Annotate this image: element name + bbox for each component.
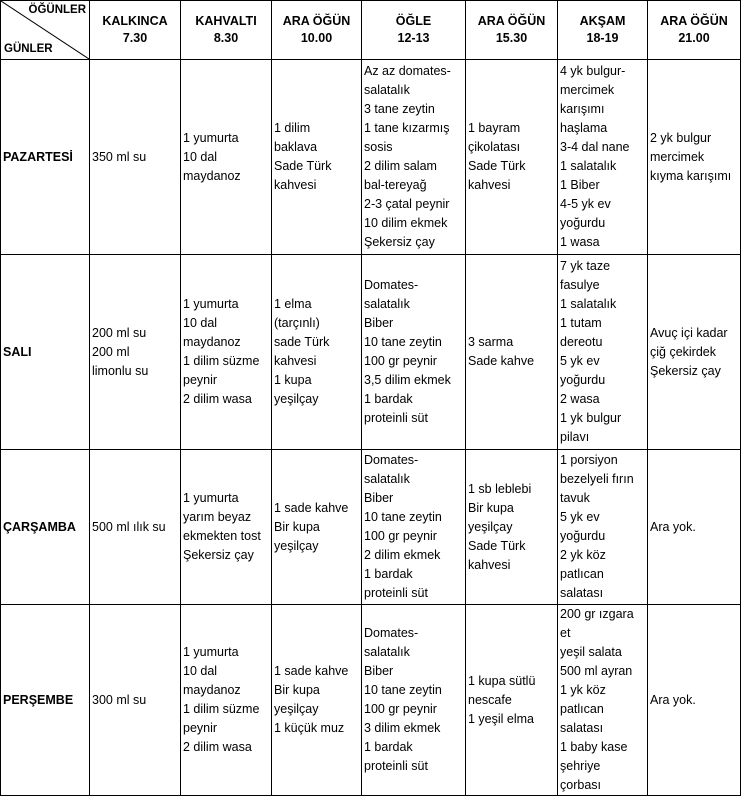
meal-item: Biber xyxy=(364,316,394,330)
meal-item: 1 yeşil elma xyxy=(468,711,534,726)
meal-item: 300 ml su xyxy=(92,692,147,707)
corner-days-label: GÜNLER xyxy=(4,43,53,55)
meal-item: Şekersiz çay xyxy=(650,363,721,378)
column-header-time: 12-13 xyxy=(397,31,430,45)
meal-item: salatalık xyxy=(364,297,410,311)
meal-item: haşlama xyxy=(560,121,608,135)
meal-item: bal-tereyağ xyxy=(364,178,427,192)
meal-item: kahvesi xyxy=(468,557,511,572)
meal-item: salatalık xyxy=(364,472,410,486)
column-header xyxy=(272,1,362,60)
column-header-time: 18-19 xyxy=(586,31,619,45)
meal-item: pilavı xyxy=(560,430,590,444)
meal-item: peynir xyxy=(183,373,218,387)
meal-cell xyxy=(648,255,741,450)
meal-item: patlıcan xyxy=(560,567,604,581)
meal-item: 1 kupa xyxy=(274,373,312,387)
meal-item: 1 sade kahve xyxy=(274,664,349,678)
column-header-name: ARA ÖĞÜN xyxy=(660,14,728,28)
meal-item: yoğurdu xyxy=(560,373,606,387)
meal-cell xyxy=(362,605,466,796)
meal-item: 200 ml xyxy=(92,344,130,359)
meal-item: Şekersiz çay xyxy=(183,548,254,562)
meal-cell xyxy=(362,60,466,255)
meal-item: 5 yk ev xyxy=(560,354,600,368)
meal-item: proteinli süt xyxy=(364,759,428,773)
meal-item: 1 dilim xyxy=(274,121,311,135)
meal-item: 350 ml su xyxy=(92,149,147,164)
meal-item: salatalık xyxy=(364,645,410,659)
meal-item: ekmekten tost xyxy=(183,529,261,543)
meal-item: 200 ml su xyxy=(92,325,147,340)
meal-item: yoğurdu xyxy=(560,216,606,230)
column-header xyxy=(362,1,466,60)
meal-cell xyxy=(181,450,272,605)
meal-item: yeşilçay xyxy=(274,538,319,553)
meal-cell xyxy=(558,255,648,450)
meal-item: 1 elma xyxy=(274,297,312,311)
meal-item: 10 tane zeytin xyxy=(364,335,442,349)
meal-item: 10 tane zeytin xyxy=(364,510,442,524)
meal-item: proteinli süt xyxy=(364,586,428,600)
day-label: PAZARTESİ xyxy=(1,60,90,255)
meal-item: maydanoz xyxy=(183,168,241,183)
meal-item: salatası xyxy=(560,586,604,600)
meal-item: 1 yumurta xyxy=(183,645,239,659)
meal-item: 100 gr peynir xyxy=(364,354,437,368)
meal-cell xyxy=(181,255,272,450)
meal-item: 1 yumurta xyxy=(183,130,239,145)
meal-item: 1 tane kızarmış xyxy=(364,121,450,135)
column-header-name: ARA ÖĞÜN xyxy=(282,14,351,28)
column-header-name: KALKINCA xyxy=(102,14,168,28)
meal-item: yeşilçay xyxy=(468,519,513,534)
meal-item: şehriye xyxy=(560,759,601,773)
column-header-time: 15.30 xyxy=(495,31,528,45)
meal-item: 10 dilim ekmek xyxy=(364,216,448,230)
meal-item: 1 küçük muz xyxy=(274,721,345,735)
meal-item: baklava xyxy=(274,140,318,154)
meal-item: çikolatası xyxy=(468,140,521,154)
meal-item: 2 wasa xyxy=(560,392,600,406)
meal-item: kahvesi xyxy=(468,178,511,192)
meal-item: Sade Türk xyxy=(274,159,332,173)
meal-item: Bir kupa xyxy=(274,683,320,697)
meal-cell xyxy=(466,450,558,605)
day-row xyxy=(1,255,741,450)
meal-item: 1 porsiyon xyxy=(560,453,618,467)
meal-item: 10 dal xyxy=(183,664,218,678)
meal-item: Biber xyxy=(364,491,394,505)
meal-item: 10 dal xyxy=(183,149,218,164)
meal-item: patlıcan xyxy=(560,702,604,716)
meal-item: yeşilçay xyxy=(274,702,319,716)
meal-item: 4 yk bulgur- xyxy=(560,64,626,78)
day-label: SALI xyxy=(1,255,90,450)
meal-item: bezelyeli fırın xyxy=(560,472,634,486)
meal-item: mercimek xyxy=(560,83,615,97)
meal-item: yeşil salata xyxy=(560,645,622,659)
meal-item: 5 yk ev xyxy=(560,510,600,524)
column-header xyxy=(181,1,272,60)
meal-item: 3-4 dal nane xyxy=(560,140,630,154)
meal-cell xyxy=(90,605,181,796)
meal-item: dereotu xyxy=(560,335,603,349)
meal-item: fasulye xyxy=(560,278,600,292)
meal-item: Ara yok. xyxy=(650,692,696,707)
meal-cell xyxy=(558,450,648,605)
meal-item: 200 gr ızgara xyxy=(560,607,634,621)
meal-cell xyxy=(90,255,181,450)
meal-item: 1 dilim süzme xyxy=(183,354,260,368)
day-label: PERŞEMBE xyxy=(1,605,90,796)
column-header xyxy=(648,1,741,60)
meal-item: karışımı xyxy=(560,102,605,116)
meal-item: limonlu su xyxy=(92,363,149,378)
meal-cell xyxy=(362,255,466,450)
meal-item: tavuk xyxy=(560,491,590,505)
meal-item: 3 dilim ekmek xyxy=(364,721,441,735)
column-header-name: ÖĞLE xyxy=(395,14,432,28)
meal-cell xyxy=(90,450,181,605)
column-header-name: AKŞAM xyxy=(579,14,626,28)
column-header-name: KAHVALTI xyxy=(195,14,257,28)
column-header xyxy=(558,1,648,60)
meal-item: salatalık xyxy=(364,83,410,97)
meal-item: 3 tane zeytin xyxy=(364,102,435,116)
meal-cell xyxy=(648,450,741,605)
meal-item: 500 ml ayran xyxy=(560,664,633,678)
meal-item: proteinli süt xyxy=(364,411,428,425)
meal-item: yarım beyaz xyxy=(183,510,252,524)
meal-item: Bir kupa xyxy=(274,519,320,534)
meal-item: 2 yk köz xyxy=(560,548,606,562)
meal-cell xyxy=(466,60,558,255)
meal-item: 1 bardak xyxy=(364,392,413,406)
meal-item: Avuç içi kadar xyxy=(650,325,728,340)
meal-item: maydanoz xyxy=(183,683,241,697)
meal-item: 10 tane zeytin xyxy=(364,683,442,697)
meal-item: Şekersiz çay xyxy=(364,235,435,249)
meal-item: mercimek xyxy=(650,149,705,164)
meal-item: 1 bardak xyxy=(364,567,413,581)
meal-cell xyxy=(181,60,272,255)
meal-item: Domates- xyxy=(364,626,419,640)
meal-cell xyxy=(90,60,181,255)
meal-cell xyxy=(181,605,272,796)
meal-item: 1 yumurta xyxy=(183,491,239,505)
meal-item: Ara yok. xyxy=(650,519,696,534)
meal-cell xyxy=(466,605,558,796)
meal-item: 1 yumurta xyxy=(183,297,239,311)
meal-cell xyxy=(648,605,741,796)
meal-item: 2 dilim wasa xyxy=(183,740,252,754)
meal-item: sosis xyxy=(364,140,393,154)
meal-cell xyxy=(272,605,362,796)
meal-item: et xyxy=(560,626,571,640)
meal-item: 3,5 dilim ekmek xyxy=(364,373,451,387)
meal-item: 7 yk taze xyxy=(560,259,611,273)
corner-meals-label: ÖĞÜNLER xyxy=(28,4,86,16)
meal-item: 1 dilim süzme xyxy=(183,702,260,716)
meal-item: 100 gr peynir xyxy=(364,702,437,716)
meal-item: Bir kupa xyxy=(468,500,514,515)
meal-item: çiğ çekirdek xyxy=(650,344,716,359)
meal-item: Domates- xyxy=(364,453,419,467)
meal-item: 2 dilim ekmek xyxy=(364,548,441,562)
column-header-time: 8.30 xyxy=(213,31,239,45)
meal-item: kahvesi xyxy=(274,178,317,192)
meal-item: 1 salatalık xyxy=(560,297,617,311)
meal-cell xyxy=(466,255,558,450)
meal-item: Domates- xyxy=(364,278,419,292)
column-header-time: 21.00 xyxy=(678,31,710,45)
column-header-time: 10.00 xyxy=(300,31,333,45)
day-row xyxy=(1,60,741,255)
column-header xyxy=(90,1,181,60)
meal-item: 500 ml ılık su xyxy=(92,519,166,534)
meal-item: 1 sb leblebi xyxy=(468,481,532,496)
meal-cell xyxy=(272,255,362,450)
meal-item: 1 Biber xyxy=(560,178,600,192)
meal-cell xyxy=(648,60,741,255)
meal-item: Sade Türk xyxy=(468,538,526,553)
corner-header-cell xyxy=(1,1,90,60)
meal-item: 1 tutam xyxy=(560,316,602,330)
column-header xyxy=(466,1,558,60)
meal-item: 1 bayram xyxy=(468,121,521,135)
meal-item: 100 gr peynir xyxy=(364,529,437,543)
meal-item: 1 bardak xyxy=(364,740,413,754)
meal-item: 1 baby kase xyxy=(560,740,628,754)
day-label: ÇARŞAMBA xyxy=(1,450,90,605)
meal-item: yeşilçay xyxy=(274,392,319,406)
meal-item: 1 yk köz xyxy=(560,683,606,697)
meal-cell xyxy=(272,60,362,255)
meal-item: nescafe xyxy=(468,692,512,707)
meal-item: kahvesi xyxy=(274,354,317,368)
meal-item: 2 dilim salam xyxy=(364,159,437,173)
meal-item: kıyma karışımı xyxy=(650,168,732,183)
meal-item: çorbası xyxy=(560,778,601,792)
meal-cell xyxy=(362,450,466,605)
meal-cell xyxy=(558,605,648,796)
meal-item: yoğurdu xyxy=(560,529,606,543)
column-header-name: ARA ÖĞÜN xyxy=(477,14,546,28)
meal-item: 2-3 çatal peynir xyxy=(364,197,450,211)
meal-cell xyxy=(272,450,362,605)
day-row xyxy=(1,450,741,605)
meal-item: 1 wasa xyxy=(560,235,600,249)
header-row xyxy=(1,1,741,60)
meal-cell xyxy=(558,60,648,255)
meal-item: 1 kupa sütlü xyxy=(468,673,536,688)
meal-item: Az az domates- xyxy=(364,64,451,78)
meal-item: Sade kahve xyxy=(468,354,535,368)
meal-item: (tarçınlı) xyxy=(274,316,320,330)
meal-item: 1 salatalık xyxy=(560,159,617,173)
meal-item: Sade Türk xyxy=(468,159,526,173)
meal-item: Biber xyxy=(364,664,394,678)
meal-item: 2 yk bulgur xyxy=(650,130,712,145)
meal-item: maydanoz xyxy=(183,335,241,349)
day-row xyxy=(1,605,741,796)
meal-item: salatası xyxy=(560,721,604,735)
meal-item: 10 dal xyxy=(183,316,218,330)
meal-item: peynir xyxy=(183,721,218,735)
meal-item: 1 yk bulgur xyxy=(560,411,622,425)
meal-item: sade Türk xyxy=(274,335,330,349)
column-header-time: 7.30 xyxy=(122,31,148,45)
meal-item: 4-5 yk ev xyxy=(560,197,611,211)
meal-item: 1 sade kahve xyxy=(274,500,349,515)
meal-item: 2 dilim wasa xyxy=(183,392,252,406)
meal-item: 3 sarma xyxy=(468,335,514,349)
